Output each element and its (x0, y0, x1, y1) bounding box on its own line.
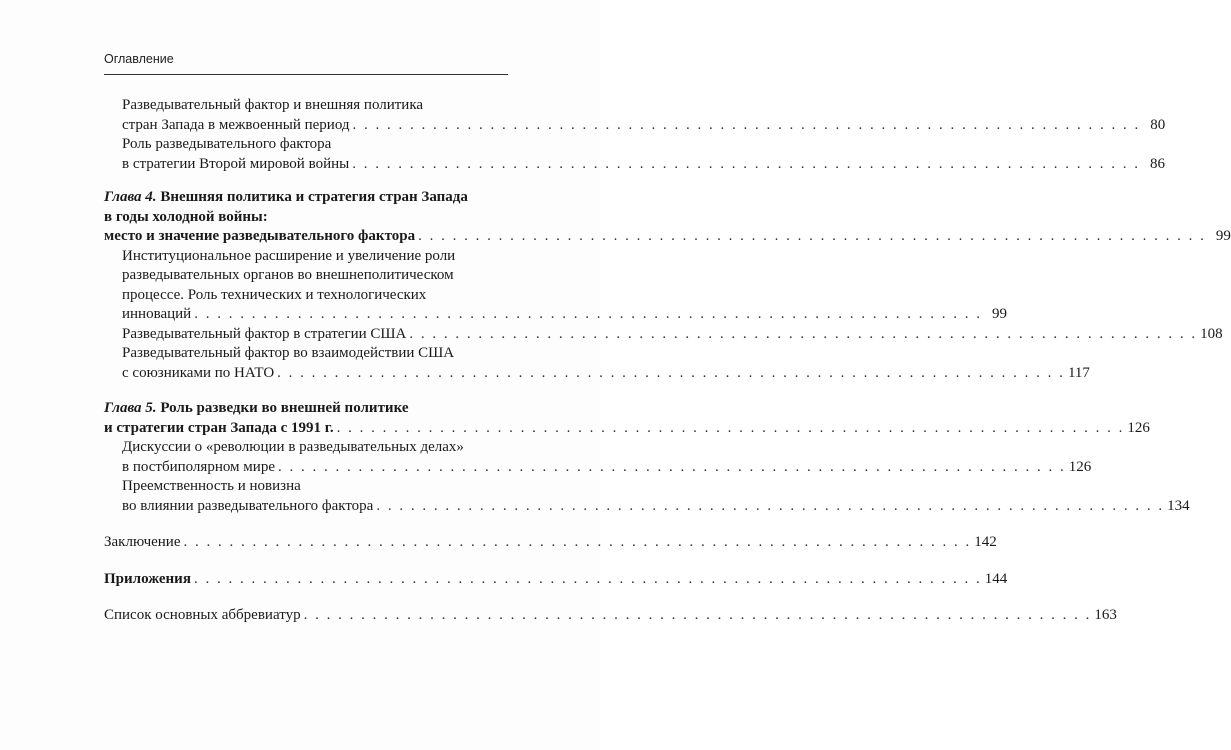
toc-entry-text: Разведывательный фактор в стратегии США (122, 325, 407, 342)
toc-entry-conclusion (104, 533, 997, 553)
toc-chapter-5 (104, 399, 1150, 438)
page-number: 80 (1150, 116, 1166, 133)
dot-leader: . . . . . . . . . . . . . . . . . . . . . . . . . . . . . . . . . . . . . . . . . . . . . . . . . . . . . . . . . . . . . . . . . . . . . (352, 116, 1141, 133)
dot-leader: . . . . . . . . . . . . . . . . . . . . . . . . . . . . . . . . . . . . . . . . . . . . . . . . . . . . . . . . . . . . . . . . . . . . . (277, 458, 1066, 475)
page-number: 126 (1127, 419, 1150, 436)
dot-leader: . . . . . . . . . . . . . . . . . . . . . . . . . . . . . . . . . . . . . . . . . . . . . . . . . . . . . . . . . . . . . . . . . . . . . (409, 325, 1198, 342)
chapter-label: Глава 4. (104, 189, 157, 205)
toc-chapter-4 (104, 188, 1231, 247)
dot-leader: . . . . . . . . . . . . . . . . . . . . . . . . . . . . . . . . . . . . . . . . . . . . . . . . . . . . . . . . . . . . . . . . . . . . . (303, 607, 1092, 623)
chapter-title: Внешняя политика и стратегия стран Запада (160, 189, 468, 205)
toc-entry-text: Преемственность и новизна (122, 478, 301, 494)
dot-leader: . . . . . . . . . . . . . . . . . . . . . . . . . . . . . . . . . . . . . . . . . . . . . . . . . . . . . . . . . . . . . . . . . . . . . (376, 497, 1165, 514)
toc-entry-text: Институциональное расширение и увеличение роли (122, 247, 456, 264)
chapter-title: и стратегии стран Запада с 1991 г. (104, 419, 334, 436)
page-number: 134 (1167, 497, 1190, 514)
toc-entry-appendices (104, 570, 1008, 590)
toc-entry-continuity (104, 477, 1190, 516)
toc-entry-text: Разведывательный фактор и внешняя политика (122, 97, 424, 113)
toc-entry-text: разведывательных органов во внешнеполитическом (122, 267, 454, 283)
dot-leader: . . . . . . . . . . . . . . . . . . . . . . . . . . . . . . . . . . . . . . . . . . . . . . . . . . . . . . . . . . . . . . . . . . . . . (183, 534, 972, 550)
chapter-title: место и значение разведывательного фактора (104, 228, 416, 244)
toc-entry-text: Роль разведывательного фактора (122, 136, 332, 152)
chapter-title: Роль разведки во внешней политике (160, 400, 409, 416)
dot-leader: . . . . . . . . . . . . . . . . . . . . . . . . . . . . . . . . . . . . . . . . . . . . . . . . . . . . . . . . . . . . . . . . . . . . . (193, 570, 982, 587)
toc-entry-text: в постбиполярном мире (122, 458, 275, 475)
running-head: Оглавление (104, 52, 174, 66)
page-number: 86 (1149, 155, 1165, 172)
header-rule (104, 74, 508, 75)
toc-entry-text: в стратегии Второй мировой войны (122, 155, 350, 172)
dot-leader: . . . . . . . . . . . . . . . . . . . . . . . . . . . . . . . . . . . . . . . . . . . . . . . . . . . . . . . . . . . . . . . . . . . . . (277, 364, 1065, 381)
page-number: 117 (1067, 364, 1090, 381)
page-number: 142 (974, 534, 997, 550)
toc-entry-text: с союзниками по НАТО (122, 364, 275, 381)
toc-entry-nato (104, 344, 1090, 383)
toc-entry-text: во влиянии разведывательного фактора (122, 497, 374, 514)
page-number: 108 (1200, 325, 1223, 342)
page-number: 163 (1094, 607, 1117, 623)
page-number: 99 (991, 306, 1007, 322)
toc-entry-usa-strategy (104, 325, 1223, 345)
toc-entry-text: процессе. Роль технических и технологических (122, 286, 427, 303)
dot-leader: . . . . . . . . . . . . . . . . . . . . . . . . . . . . . . . . . . . . . . . . . . . . . . . . . . . . . . . . . . . . . . . . . . . . . (194, 306, 982, 322)
toc-entry-institutional (104, 247, 1007, 325)
page-number: 144 (984, 570, 1008, 587)
toc-entry-text: Дискуссии о «революции в разведывательных делах» (122, 439, 464, 455)
dot-leader: . . . . . . . . . . . . . . . . . . . . . . . . . . . . . . . . . . . . . . . . . . . . . . . . . . . . . . . . . . . . . . . . . . . . . (418, 228, 1206, 244)
toc-entry-ww2 (104, 135, 1165, 174)
table-of-contents (104, 96, 1231, 626)
toc-entry-text: Список основных аббревиатур (104, 607, 301, 623)
chapter-label: Глава 5. (104, 400, 157, 416)
toc-entry-text: стран Запада в межвоенный период (122, 116, 350, 133)
toc-entry-text: инноваций (122, 306, 192, 322)
dot-leader: . . . . . . . . . . . . . . . . . . . . . . . . . . . . . . . . . . . . . . . . . . . . . . . . . . . . . . . . . . . . . . . . . . . . . (336, 419, 1125, 436)
toc-entry-text: Разведывательный фактор во взаимодействии США (122, 345, 455, 361)
chapter-title: в годы холодной войны: (104, 208, 268, 225)
toc-entry-interwar (104, 96, 1166, 135)
page-number: 99 (1215, 228, 1231, 244)
toc-entry-text: Заключение (104, 534, 181, 550)
toc-entry-rma (104, 438, 1092, 477)
toc-entry-text: Приложения (104, 570, 191, 587)
dot-leader: . . . . . . . . . . . . . . . . . . . . . . . . . . . . . . . . . . . . . . . . . . . . . . . . . . . . . . . . . . . . . . . . . . . . . (352, 155, 1140, 172)
toc-entry-abbreviations (104, 606, 1117, 626)
page-number: 126 (1068, 458, 1092, 475)
